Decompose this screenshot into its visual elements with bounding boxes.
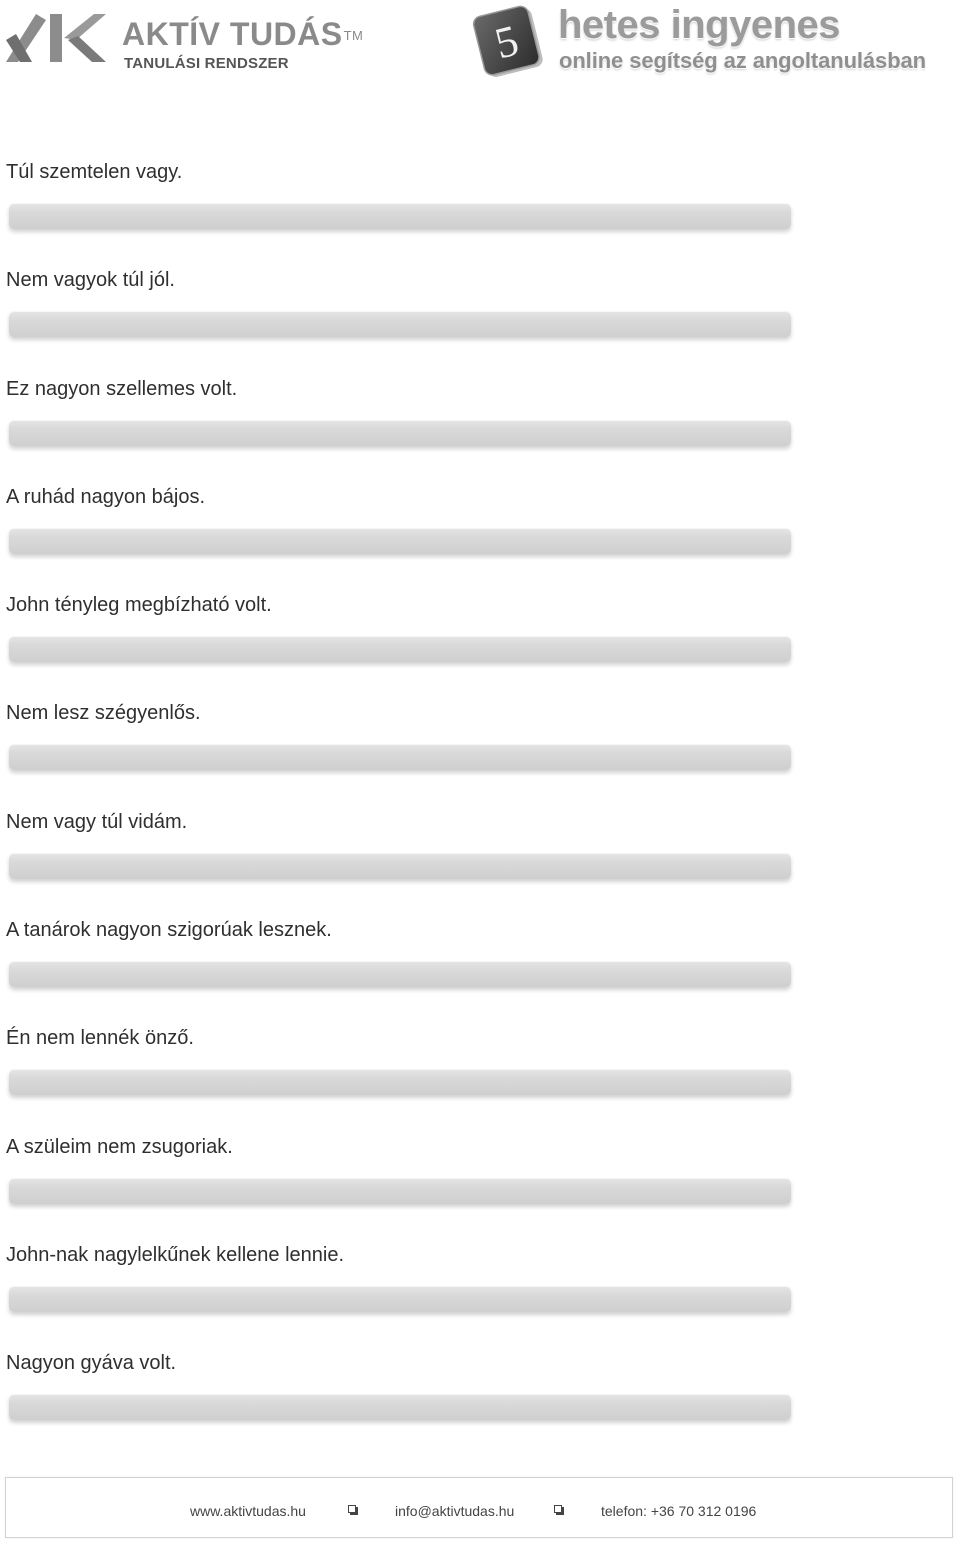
five-badge-icon [470, 3, 548, 83]
exercise-item [0, 1341, 960, 1449]
answer-field[interactable] [9, 420, 791, 446]
footer-phone: telefon: +36 70 312 0196 [601, 1503, 757, 1519]
exercise-item [0, 258, 960, 366]
exercise-prompt: John-nak nagylelkűnek kellene lennie. [6, 1243, 345, 1266]
answer-field[interactable] [9, 961, 791, 987]
exercise-list [0, 150, 960, 1450]
promo-title: hetes ingyenes [558, 3, 841, 47]
exercise-prompt: A tanárok nagyon szigorúak lesznek. [6, 919, 332, 942]
trademark-mark: TM [343, 28, 364, 43]
exercise-prompt: Nem lesz szégyenlős. [6, 702, 201, 725]
footer-website-link[interactable]: www.aktivtudas.hu [190, 1503, 306, 1519]
exercise-item [0, 367, 960, 475]
exercise-prompt: Nagyon gyáva volt. [6, 1352, 177, 1375]
exercise-item [0, 1016, 960, 1124]
exercise-prompt: A ruhád nagyon bájos. [6, 485, 206, 508]
answer-field[interactable] [9, 636, 791, 662]
answer-field[interactable] [9, 1069, 791, 1095]
exercise-item [0, 1125, 960, 1233]
exercise-item [0, 583, 960, 691]
footer-email-link[interactable]: info@aktivtudas.hu [395, 1503, 515, 1519]
exercise-item [0, 150, 960, 258]
answer-field[interactable] [9, 1394, 791, 1420]
aktiv-tudas-logo[interactable] [6, 10, 364, 72]
answer-field[interactable] [9, 1286, 791, 1312]
logo-subtitle: TANULÁSI RENDSZER [124, 55, 289, 72]
ak-logo-icon [6, 10, 106, 66]
checkbox-icon [554, 1505, 564, 1515]
exercise-prompt: Nem vagy túl vidám. [6, 810, 188, 833]
exercise-prompt: Túl szemtelen vagy. [6, 161, 183, 183]
exercise-item [0, 800, 960, 908]
answer-field[interactable] [9, 528, 791, 554]
exercise-item [0, 691, 960, 799]
logo-title: AKTÍV TUDÁS™ [122, 16, 364, 52]
answer-field[interactable] [9, 203, 791, 229]
exercise-prompt: Ez nagyon szellemes volt. [6, 377, 238, 400]
exercise-prompt: Én nem lennék önző. [6, 1027, 194, 1050]
page-header [0, 0, 960, 100]
answer-field[interactable] [9, 311, 791, 337]
badge-number: 5 [490, 15, 524, 69]
promo-subtitle: online segítség az angoltanulásban [559, 48, 927, 73]
exercise-prompt: John tényleg megbízható volt. [6, 594, 272, 617]
exercise-item [0, 1233, 960, 1341]
answer-field[interactable] [9, 853, 791, 879]
answer-field[interactable] [9, 744, 791, 770]
exercise-item [0, 908, 960, 1016]
checkbox-icon [348, 1505, 358, 1515]
exercise-prompt: Nem vagyok túl jól. [6, 269, 175, 292]
exercise-item [0, 475, 960, 583]
page-footer [5, 1477, 953, 1538]
answer-field[interactable] [9, 1178, 791, 1204]
exercise-prompt: A szüleim nem zsugoriak. [6, 1135, 233, 1158]
